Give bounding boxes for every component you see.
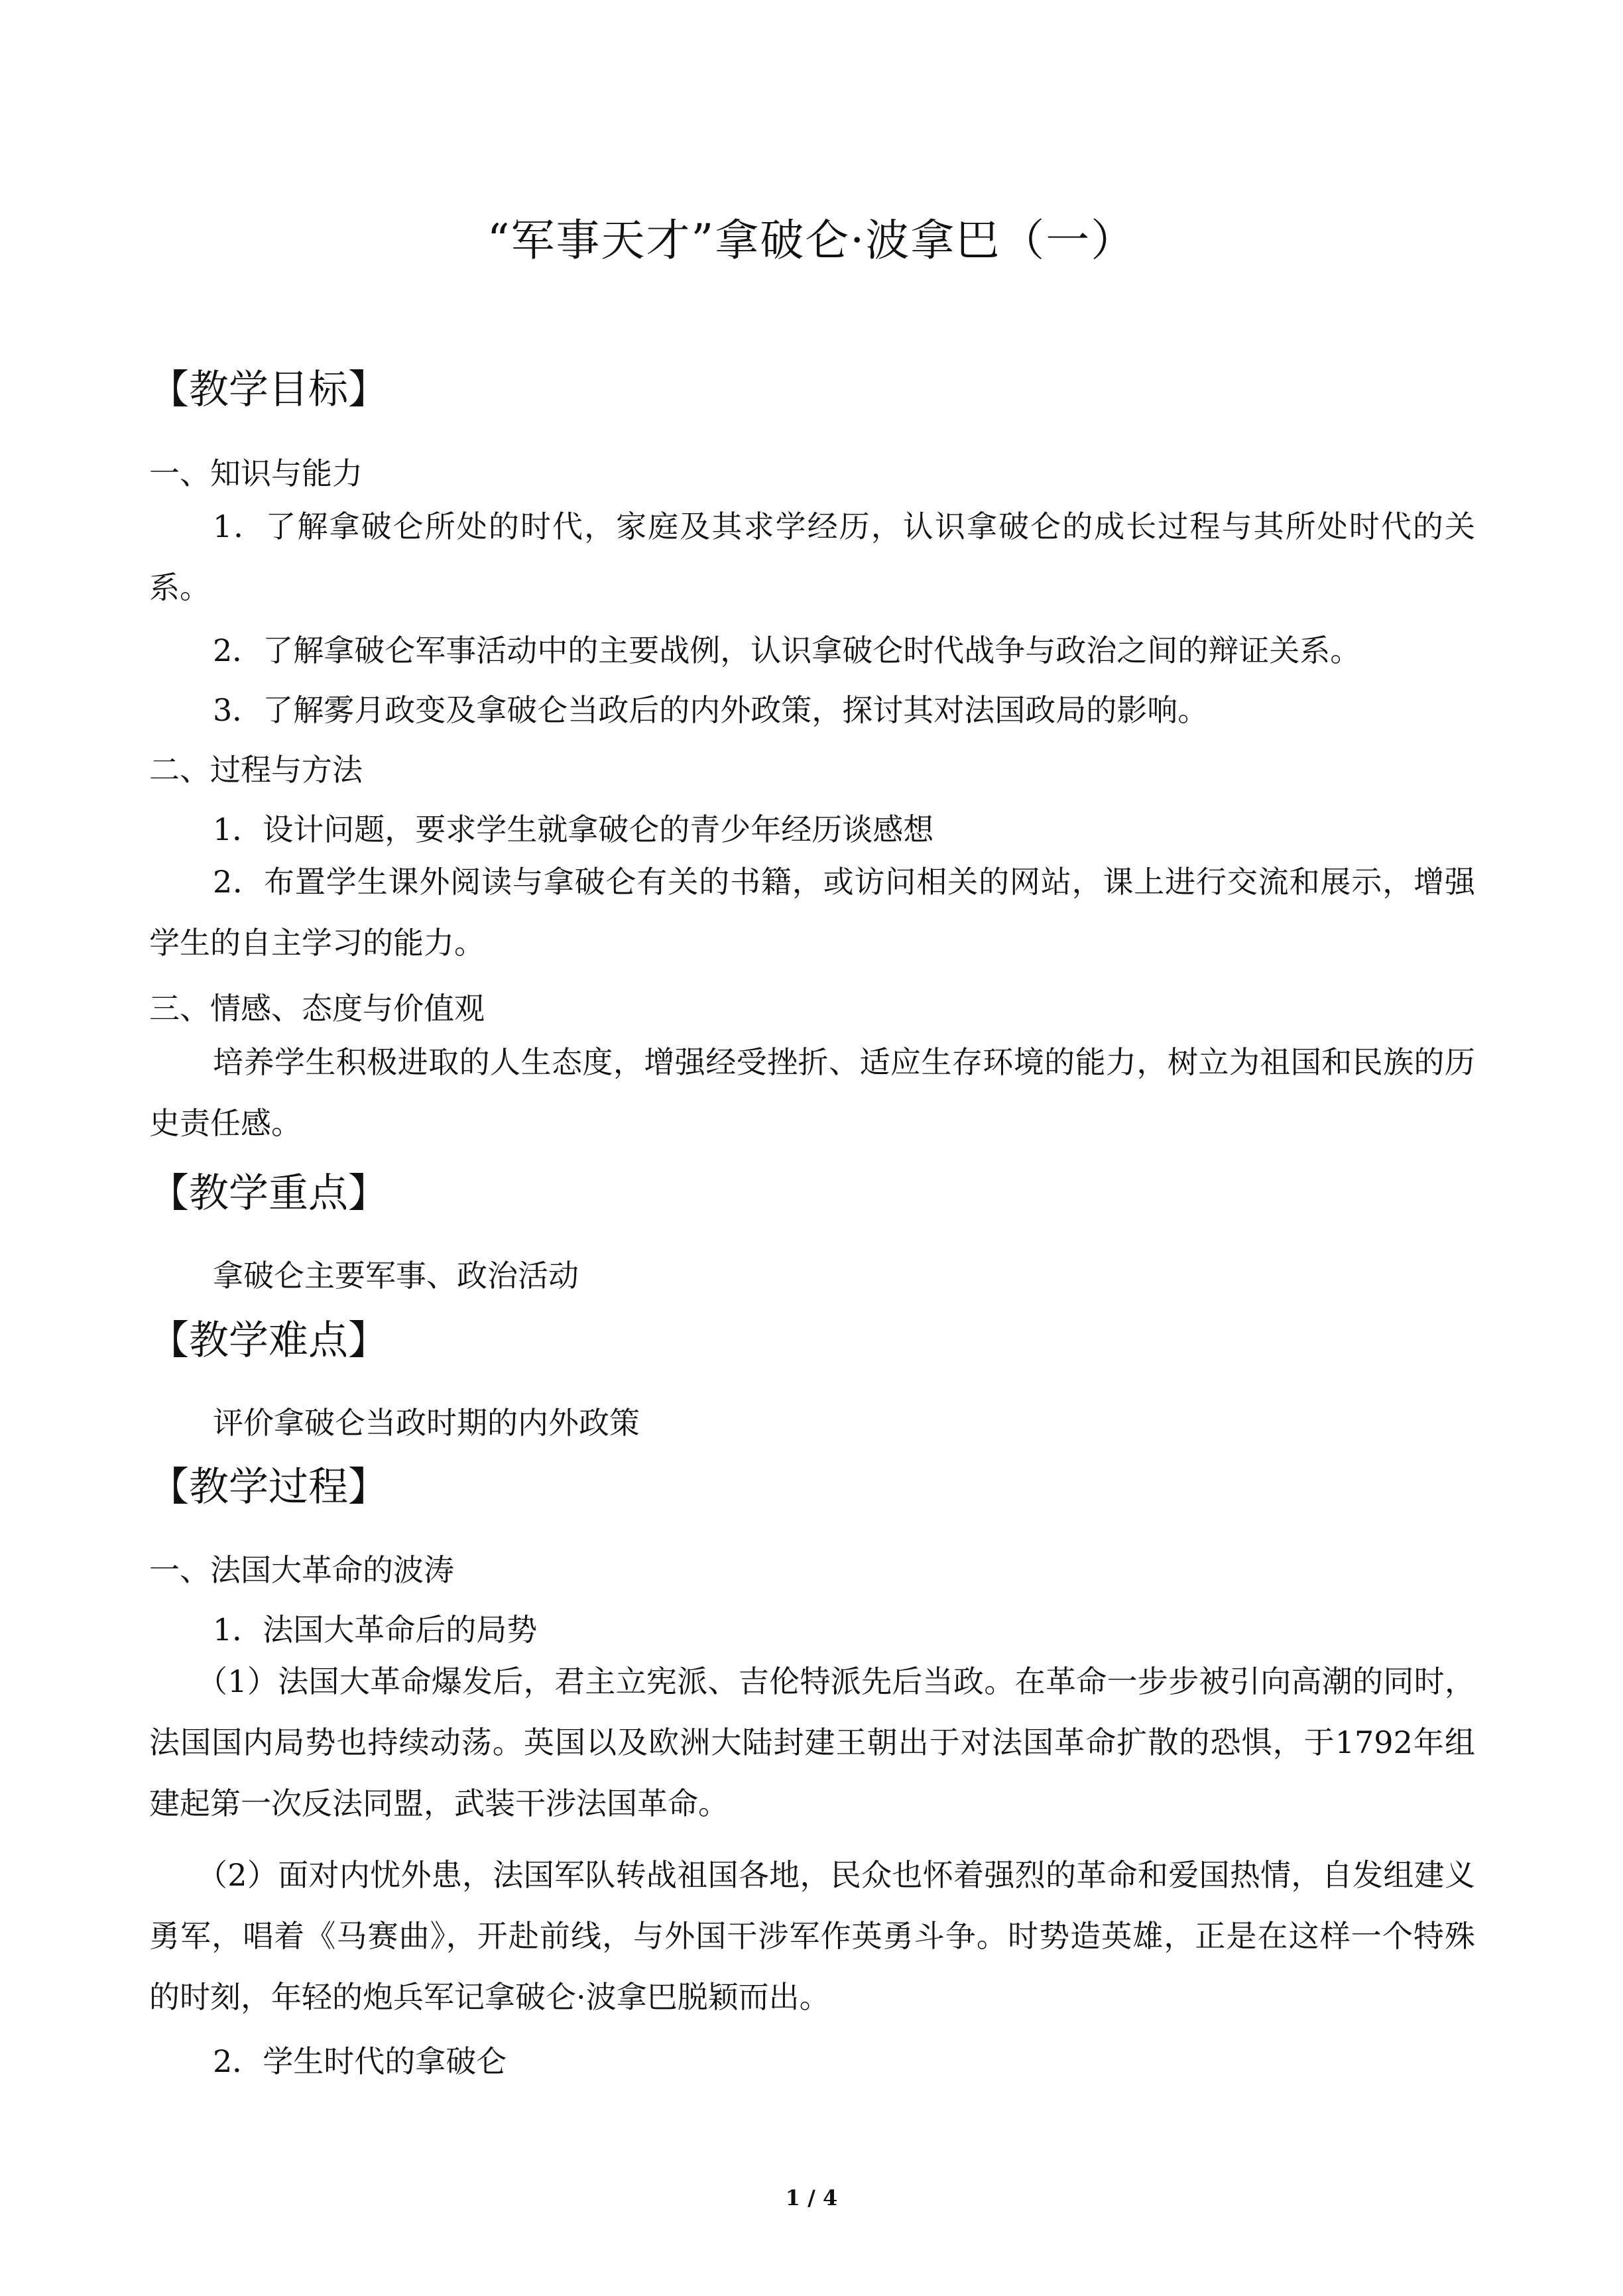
- label-knowledge: 一、知识与能力: [149, 455, 363, 491]
- label-sub1: 1．法国大革命后的局势: [213, 1612, 538, 1648]
- objective-values-text: 培养学生积极进取的人生态度，增强经受挫折、适应生存环境的能力，树立为祖国和民族的历史责任感。: [149, 1044, 1475, 1141]
- heading-difficulties: 【教学难点】: [149, 1317, 388, 1364]
- objective-knowledge-1: 1．了解拿破仑所处的时代，家庭及其求学经历，认识拿破仑的成长过程与其所处时代的关系。: [149, 509, 1475, 605]
- label-sub2: 2．学生时代的拿破仑: [213, 2043, 507, 2079]
- objective-knowledge-2: 2．了解拿破仑军事活动中的主要战例，认识拿破仑时代战争与政治之间的辩证关系。: [213, 633, 1361, 668]
- heading-objectives: 【教学目标】: [149, 367, 388, 413]
- label-values: 三、情感、态度与价值观: [149, 991, 485, 1026]
- process-paragraph-2: （2）面对内忧外患，法国军队转战祖国各地，民众也怀着强烈的革命和爱国热情，自发组建义勇军，唱着《马赛曲》，开赴前线，与外国干涉军作英勇斗争。时势造英雄，正是在这样一个特殊的时刻，年轻的炮兵军记拿破仑·波拿巴脱颖而出。: [149, 1857, 1475, 2015]
- heading-key-points: 【教学重点】: [149, 1170, 388, 1217]
- heading-teaching-process: 【教学过程】: [149, 1464, 388, 1510]
- difficulties-text: 评价拿破仑当政时期的内外政策: [213, 1405, 640, 1441]
- document-title: “军事天才”拿破仑·波拿巴（一）: [487, 215, 1136, 266]
- objective-process-2: 2．布置学生课外阅读与拿破仑有关的书籍，或访问相关的网站，课上进行交流和展示，增强学生的自主学习的能力。: [149, 864, 1475, 961]
- label-process-method: 二、过程与方法: [149, 752, 363, 788]
- objective-process-1: 1．设计问题，要求学生就拿破仑的青少年经历谈感想: [213, 812, 934, 847]
- process-paragraph-1: （1）法国大革命爆发后，君主立宪派、吉伦特派先后当政。在革命一步步被引向高潮的同时，法国国内局势也持续动荡。英国以及欧洲大陆封建王朝出于对法国革命扩散的恐惧，于1792年组建起第一次反法同盟，武装干涉法国革命。: [149, 1663, 1475, 1821]
- key-points-text: 拿破仑主要军事、政治活动: [213, 1258, 579, 1294]
- objective-knowledge-3: 3．了解雾月政变及拿破仑当政后的内外政策，探讨其对法国政局的影响。: [213, 692, 1209, 728]
- label-part1: 一、法国大革命的波涛: [149, 1552, 454, 1588]
- page-number: 1 / 4: [785, 2185, 838, 2210]
